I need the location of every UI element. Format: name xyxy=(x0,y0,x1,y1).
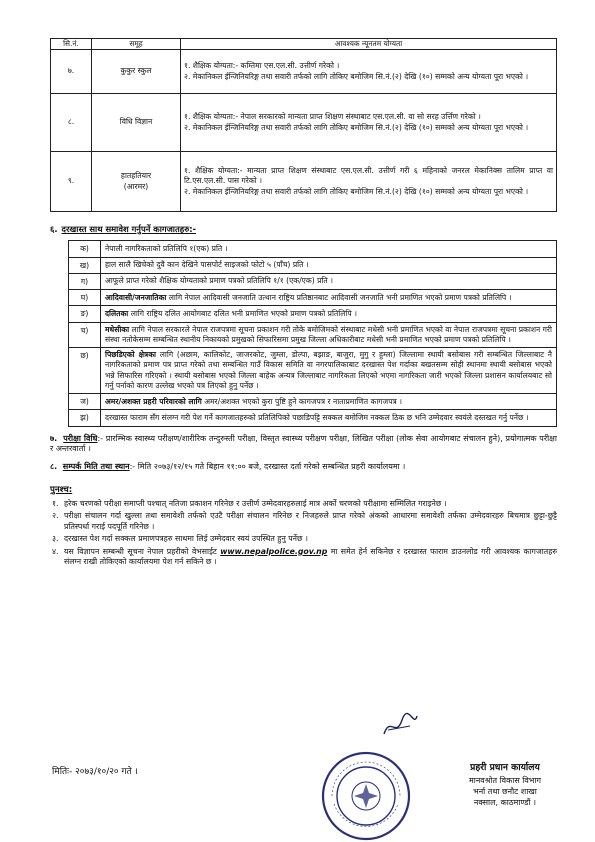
section-number: ६. xyxy=(50,224,58,234)
row-sn: ७. xyxy=(51,50,92,94)
document-label: छ) xyxy=(69,348,101,394)
note-text xyxy=(64,547,557,568)
document-text xyxy=(101,241,557,257)
document-text xyxy=(101,273,557,289)
document-label: ख) xyxy=(69,257,101,273)
document-label: च) xyxy=(69,322,101,348)
row-group-line: (आरमर) xyxy=(123,181,149,191)
table-header-row xyxy=(51,39,557,50)
row-group: विधि विज्ञान xyxy=(92,94,181,152)
note-item xyxy=(50,534,557,545)
document-row xyxy=(69,306,557,322)
row-requirements xyxy=(181,152,557,212)
note-number: १. xyxy=(52,498,59,508)
document-row xyxy=(69,348,557,394)
row-group-line: हातहतियार xyxy=(120,171,152,181)
note-text-part: यस विज्ञापन सम्बन्धी सूचना नेपाल प्रहरीको वेभसाईट xyxy=(64,546,221,556)
document-row xyxy=(69,410,557,426)
requirement-line: १. शैक्षिक योग्यता:- नेपाल सरकारको मान्यता प्राप्त शिक्षण संस्थाबाट एस.एल.सी. वा सो सरह उर्त्तिण गरेको । xyxy=(184,111,481,121)
office-line: भर्ना तथा छनौट शाखा xyxy=(473,787,537,797)
document-text xyxy=(101,257,557,273)
document-text xyxy=(101,348,557,394)
document-emphasis: पिछडिएको क्षेत्रका xyxy=(105,350,157,360)
document-description: अमर/अशक्त भएको कुरा पुष्टि हुने कागजपत्र र नाताप्रमाणित कागजपत्र । xyxy=(201,396,402,406)
documents-table xyxy=(68,240,557,426)
requirement-line: २. मेकानिकल ईन्जिनियरिङ्ग तथा सवारी तर्फको लागि तोकिए बमोजिम सि.नं.(२) देखि (१०) सम्मको अन्य योग्यता पूरा भएको । xyxy=(184,187,529,197)
note-text: दरखास्त पेश गर्दा सक्कल प्रमाणपत्रहरु साथमा लिई उम्मेदवार स्वयं उपस्थित हुनु पर्नेछ । xyxy=(64,534,308,544)
document-row xyxy=(69,241,557,257)
document-emphasis: आदिवासी/जनजातिका xyxy=(105,292,167,302)
col-header-requirement: आवश्यक न्यूनतम योग्यता xyxy=(181,39,557,50)
document-description: लागि राष्ट्रिय दलित आयोगबाट दलित भनी प्रमाणित भएको प्रमाण पत्रको प्रतिलिपि । xyxy=(128,308,357,318)
document-description: लागि नेपाल सरकारले नेपाल राजपत्रमा सूचना प्रकाशन गरी तोके बमोजिमको संस्थाबाट मधेसी भनी प्रमाणित भएको वा नेपाल राजपत्रमा सूचना प्रकाशन गरी संस्था नतोकेसम्म सम्बन्धित स्थानीय निकायको प्रमुखको सिफारिसमा प्रमुख जिल्ला अधिकारीबाट मधेसी भनी प्रमाणित भएको प्रमाण पत्रको प्रतिलिपि । xyxy=(105,324,552,344)
section-title: दरखास्त साथ समावेश गर्नुपर्ने कागजातहरु:- xyxy=(61,224,197,234)
note-number: ३. xyxy=(52,534,59,544)
qualification-table xyxy=(50,38,557,212)
section-title: परीक्षा विधि xyxy=(63,433,98,443)
document-description: नेपाली नागरिकताको प्रतिलिपि १(एक) प्रति । xyxy=(105,243,228,253)
table-row xyxy=(51,94,557,152)
row-group xyxy=(92,152,181,212)
document-description: दरखास्त फाराम सँग संलग्न गरी पेश गर्ने कागजातहरुको प्रतिलिपिको पछाडिपट्टि सक्कल बमोजिम नक्कल ठिक छ भनि उम्मेदवार स्वयंले दस्तखत गर्नु पर्नेछ । xyxy=(105,412,529,422)
document-label: ग) xyxy=(69,273,101,289)
section-7 xyxy=(50,434,557,456)
table-row xyxy=(51,50,557,94)
row-requirements xyxy=(181,94,557,152)
document-description: हाल सालै खिचेको दुवै कान देखिने पासपोर्ट साइजको फोटो ५ (पाँच) प्रति । xyxy=(105,260,309,270)
postscript-notes xyxy=(50,485,557,568)
office-line: मानवश्रोत विकास विभाग xyxy=(469,775,541,785)
note-item xyxy=(50,547,557,568)
signature-mark xyxy=(380,710,420,740)
col-header-sn: सि.नं. xyxy=(51,39,92,50)
document-text xyxy=(101,306,557,322)
document-row xyxy=(69,322,557,348)
document-description: लागि नेपाल आदिवासी जनजाति उत्थान राष्ट्रिय प्रतिष्ठानबाट आदिवासी जनजाति भनी प्रमाणित भएको प्रमाण पत्रको प्रतिलिपि । xyxy=(166,292,512,302)
document-emphasis: मधेसीका xyxy=(105,324,130,334)
note-number: ४. xyxy=(52,546,59,556)
row-group: कुकुर स्कुल xyxy=(92,50,181,94)
document-emphasis: दलितका xyxy=(105,308,129,318)
section-number: ७. xyxy=(50,433,58,443)
section-title: सम्पर्क मिति तथा स्थान xyxy=(62,462,130,472)
table-row xyxy=(51,152,557,212)
office-line: नक्साल, काठमाण्डौं । xyxy=(473,798,537,808)
notes-title: पुनश्च: xyxy=(50,484,73,495)
document-label: ङ) xyxy=(69,306,101,322)
document-row xyxy=(69,290,557,306)
col-header-group: समूह xyxy=(92,39,181,50)
office-signature-block xyxy=(440,762,570,808)
document-text xyxy=(101,290,557,306)
document-row xyxy=(69,394,557,410)
note-text-part: मा समेत हेर्न सकिनेछ र दरखास्त फाराम डाउनलोड गरी आवश्यक कागजातहरु संलग्न राखी तोकिएको कार्यालयमा पेश गर्न सकिने छ । xyxy=(64,546,558,567)
document-label: घ) xyxy=(69,290,101,306)
note-item xyxy=(50,499,557,510)
row-requirements xyxy=(181,50,557,94)
document-row xyxy=(69,257,557,273)
section-number: ८. xyxy=(50,462,58,472)
note-text: परीक्षा संचालन गर्दा खुल्ला तथा समावेशी तर्फको एउटै परीक्षा संचालन गरिनेछ र निजहरुले प्राप्त गरेको अंकको आधारमा समावेशी तर्फका उम्मेदवारहरु बिचमात्र छुट्टा-छुट्टै प्रतिस्पर्धा गराई पदपूर्ति गरिनेछ । xyxy=(64,511,557,531)
document-label: क) xyxy=(69,241,101,257)
note-item xyxy=(50,511,557,532)
requirement-line: २. मेकानिकल ईन्जिनियरिङ्ग तथा सवारी तर्फको लागि तोकिए बमोजिम सि.नं.(२) देखि (१०) सम्मको अन्य योग्यता पूरा भएको । xyxy=(184,123,529,132)
document-label: ज) xyxy=(69,394,101,410)
footer xyxy=(50,762,557,842)
requirement-line: १. शैक्षिक योग्यता:- कम्तिमा एस.एल.सी. उत्तीर्ण गरेको । xyxy=(184,60,340,70)
row-sn: ८. xyxy=(51,94,92,152)
document-description: लागि (अछाम, कालिकोट, जाजरकोट, जुम्ला, डोल्पा, बझाङ, बाजुरा, मुगु र हुम्ला) जिल्लामा स्थायी बसोबास गरी सम्बन्धित जिल्लाबाट नै नागरिकताको प्रमाण पत्र प्राप्त गरेको तथा सम्बन्धित गाउँ विकास समिति वा नगरपालिकाबाट दरखास्त पेश गर्दाका बखतसम्म सोही स्थानमा स्थायी बसोबास भएको भन्ने सिफारिस गरिएको । स्थायी बसोबास भएको जिल्ला बाहेक अन्यत्र जिल्लाबाट नागरिकता लिएको भएमा नागरिकता जारी भएको जिल्ला प्रशासन कार्यालयबाट सो गर्नु पर्नाको कारण उल्लेख भएको पत्र लिएको हुनु पर्नेछ । xyxy=(105,350,552,390)
document-text xyxy=(101,410,557,426)
section-heading xyxy=(50,434,97,443)
section-text: :- प्रारम्भिक स्वास्थ्य परीक्षण/शारीरिक तन्दुरुस्ती परीक्षा, विस्तृत स्वास्थ्य परीक्षण परीक्षा, लिखित परीक्षा (लोक सेवा आयोगबाट संचालन हुने), प्रयोगात्मक परीक्षा र अन्तरवार्ता । xyxy=(50,433,557,454)
issue-date: मितिः- २०७३/१०/२० गते । xyxy=(52,767,138,777)
office-name: प्रहरी प्रधान कार्यालय xyxy=(470,762,540,773)
section-6-heading xyxy=(50,224,557,235)
document-label: झ) xyxy=(69,410,101,426)
note-text: हरेक चरणको परीक्षा समाप्ती पश्चात् नतिजा प्रकाशन गरिनेछ र उत्तीर्ण उम्मेदवारहरुलाई मात्र अर्को चरणको परीक्षामा सम्मिलित गराइनेछ । xyxy=(64,498,447,508)
row-sn: ९. xyxy=(51,152,92,212)
requirement-line: १. शैक्षिक योग्यता:- मान्यता प्राप्त शिक्षण संस्थाबाट एस.एल.सी. उत्तीर्ण गरी ६ महिनाको जनरल मेकानिक्स तालिम प्राप्त वा टि.एस.एल.सी. पास गरेको । xyxy=(184,165,553,185)
website-link[interactable]: www.nepalpolice.gov.np xyxy=(220,546,328,556)
document-text xyxy=(101,322,557,348)
document-description: आफूले प्राप्त गरेको शैक्षिक योग्यताको प्रमाण पत्रको प्रतिलिपि १/१ (एक/एक) प्रति । xyxy=(105,276,333,286)
document-emphasis: अमर/अशक्त प्रहरी परिवारको लागि xyxy=(105,396,202,406)
document-text xyxy=(101,394,557,410)
requirement-line: २. मेकानिकल ईन्जिनियरिङ्ग तथा सवारी तर्फको लागि तोकिए बमोजिम सि.नं.(२) देखि (१०) सम्मको अन्य योग्यता पूरा भएको । xyxy=(184,72,529,81)
section-heading xyxy=(50,462,130,471)
note-number: २. xyxy=(52,511,59,521)
section-text: :- मिति २०७३/१२/१५ गते बिहान ११:०० बजे, दरखास्त दर्ता गरेको सम्बन्धित प्रहरी कार्यालयमा । xyxy=(129,462,406,472)
section-8 xyxy=(50,462,557,473)
document-row xyxy=(69,273,557,289)
official-seal-icon xyxy=(320,750,412,842)
